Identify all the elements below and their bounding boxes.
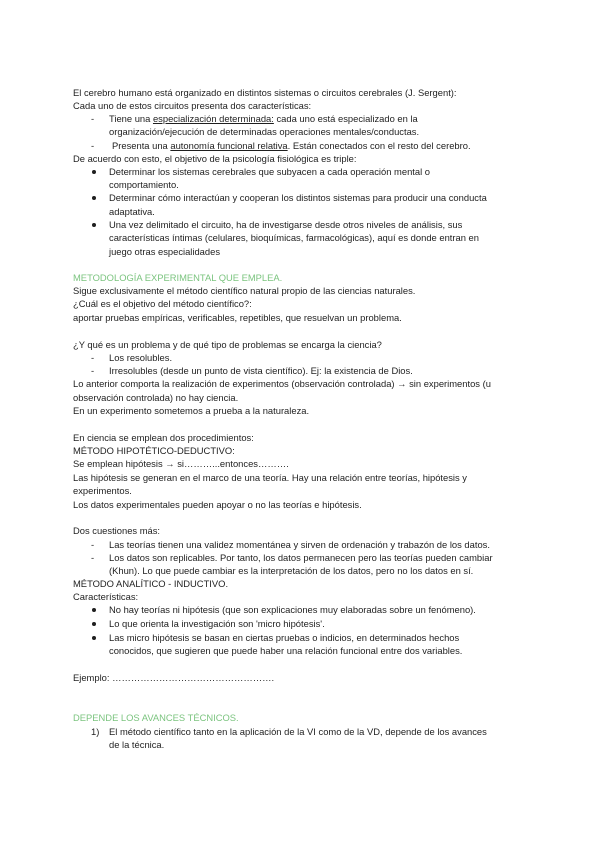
problem-question: ¿Y qué es un problema y de qué tipo de problemas se encarga la ciencia? (73, 339, 382, 350)
section-heading-avances: DEPENDE LOS AVANCES TÉCNICOS. (73, 712, 239, 723)
metodologia-line-6: En un experimento sometemos a prueba a la naturaleza. (73, 405, 310, 416)
objective-3-line-3: juego otras especialidades (109, 246, 221, 257)
bullet-icon (92, 196, 96, 200)
objective-2-line-1: Determinar cómo interactúan y cooperan los distintos sistemas para producir una conducta (109, 192, 487, 203)
hd-line-1: Se emplean hipótesis → si………...entonces………. (73, 458, 289, 469)
problem-type-2: Irresolubles (desde un punto de vista científico). Ej: la existencia de Dios. (109, 365, 413, 376)
objective-2-line-2: adaptativa. (109, 206, 155, 217)
metodologia-line-2: ¿Cuál es el objetivo del método científico?: (73, 298, 252, 309)
issue-2-line-1: Los datos son replicables. Por tanto, los datos permanecen pero las teorías pueden cambiar (109, 552, 493, 563)
objective-1-line-2: comportamiento. (109, 179, 179, 190)
ai-characteristic-3-line-1: Las micro hipótesis se basan en ciertas pruebas o indicios, en determinados hechos (109, 632, 460, 643)
hd-line-3: experimentos. (73, 485, 132, 496)
hd-line-2: Las hipótesis se generan en el marco de una teoría. Hay una relación entre teorías, hipótesis y (73, 472, 467, 483)
list-number: 1) (91, 726, 100, 737)
characteristic-1 (109, 112, 418, 125)
bullet-icon (92, 170, 96, 174)
characteristics-label: Características: (73, 591, 139, 602)
intro-line-2: Cada uno de estos circuitos presenta dos características: (73, 100, 312, 111)
bullet-icon (92, 608, 96, 612)
characteristic-2-pre: Presenta una (112, 140, 171, 151)
objective-3-line-2: características íntimas (celulares, bioquímicas, farmacológicas), aquí es donde entran en (109, 232, 479, 243)
section-heading-metodologia: METODOLOGÍA EXPERIMENTAL QUE EMPLEA. (73, 272, 283, 283)
objective-3-line-1: Una vez delimitado el circuito, ha de investigarse desde otros niveles de análisis, sus (109, 219, 463, 230)
characteristic-2 (112, 139, 471, 152)
dash-marker: - (91, 552, 95, 563)
intro-line-3: De acuerdo con esto, el objetivo de la psicología fisiológica es triple: (73, 153, 357, 164)
metodologia-line-3: aportar pruebas empíricas, verificables, repetibles, que resuelvan un problema. (73, 312, 402, 323)
characteristic-2-term: autonomía funcional relativa (170, 140, 288, 151)
analytic-inductive-title: MÉTODO ANALÍTICO - INDUCTIVO. (73, 578, 229, 589)
objective-1-line-1: Determinar los sistemas cerebrales que subyacen a cada operación mental o (109, 166, 431, 177)
characteristic-1-post: cada uno está especializado en la (273, 113, 418, 124)
bullet-icon (92, 223, 96, 227)
bullet-icon (92, 622, 96, 626)
characteristic-1-pre: Tiene una (109, 113, 153, 124)
metodologia-line-1: Sigue exclusivamente el método científico natural propio de las ciencias naturales. (73, 285, 416, 296)
problem-type-1: Los resolubles. (109, 352, 173, 363)
dash-marker: - (91, 539, 95, 550)
example-line: Ejemplo: ……………………………………………. (73, 672, 275, 683)
metodologia-line-4: Lo anterior comporta la realización de experimentos (observación controlada) → sin experimentos (u (73, 378, 491, 389)
characteristic-1-term: especialización determinada: (152, 113, 274, 124)
metodologia-line-5: observación controlada) no hay ciencia. (73, 392, 239, 403)
ai-characteristic-3-line-2: conocidos, que sugieren que puede haber una relación funcional entre dos variables. (109, 645, 463, 656)
dash-marker: - (91, 352, 95, 363)
issue-2-line-2: (Khun). Lo que puede cambiar es la interpretación de los datos, pero no los datos en sí. (109, 565, 474, 576)
issue-1: Las teorías tienen una validez momentánea y sirven de ordenación y trabazón de los datos. (109, 539, 490, 550)
dash-marker: - (91, 140, 95, 151)
procedures-intro: En ciencia se emplean dos procedimientos: (73, 432, 254, 443)
hd-line-4: Los datos experimentales pueden apoyar o no las teorías e hipótesis. (73, 499, 362, 510)
avances-line-1: El método científico tanto en la aplicación de la VI como de la VD, depende de los avances (109, 726, 487, 737)
avances-line-2: de la técnica. (109, 739, 165, 750)
characteristic-1-cont: organización/ejecución de determinadas operaciones mentales/conductas. (109, 126, 420, 137)
characteristic-2-post: . Están conectados con el resto del cerebro. (287, 140, 471, 151)
intro-line-1: El cerebro humano está organizado en distintos sistemas o circuitos cerebrales (J. Sergent): (73, 87, 457, 98)
dash-marker: - (91, 365, 95, 376)
two-issues-intro: Dos cuestiones más: (73, 525, 161, 536)
dash-marker: - (91, 113, 95, 124)
bullet-icon (92, 636, 96, 640)
hypothetico-deductive-title: MÉTODO HIPOTÉTICO-DEDUCTIVO: (73, 445, 235, 456)
ai-characteristic-2: Lo que orienta la investigación son 'micro hipótesis'. (109, 618, 325, 629)
ai-characteristic-1: No hay teorías ni hipótesis (que son explicaciones muy elaboradas sobre un fenómeno). (109, 604, 476, 615)
